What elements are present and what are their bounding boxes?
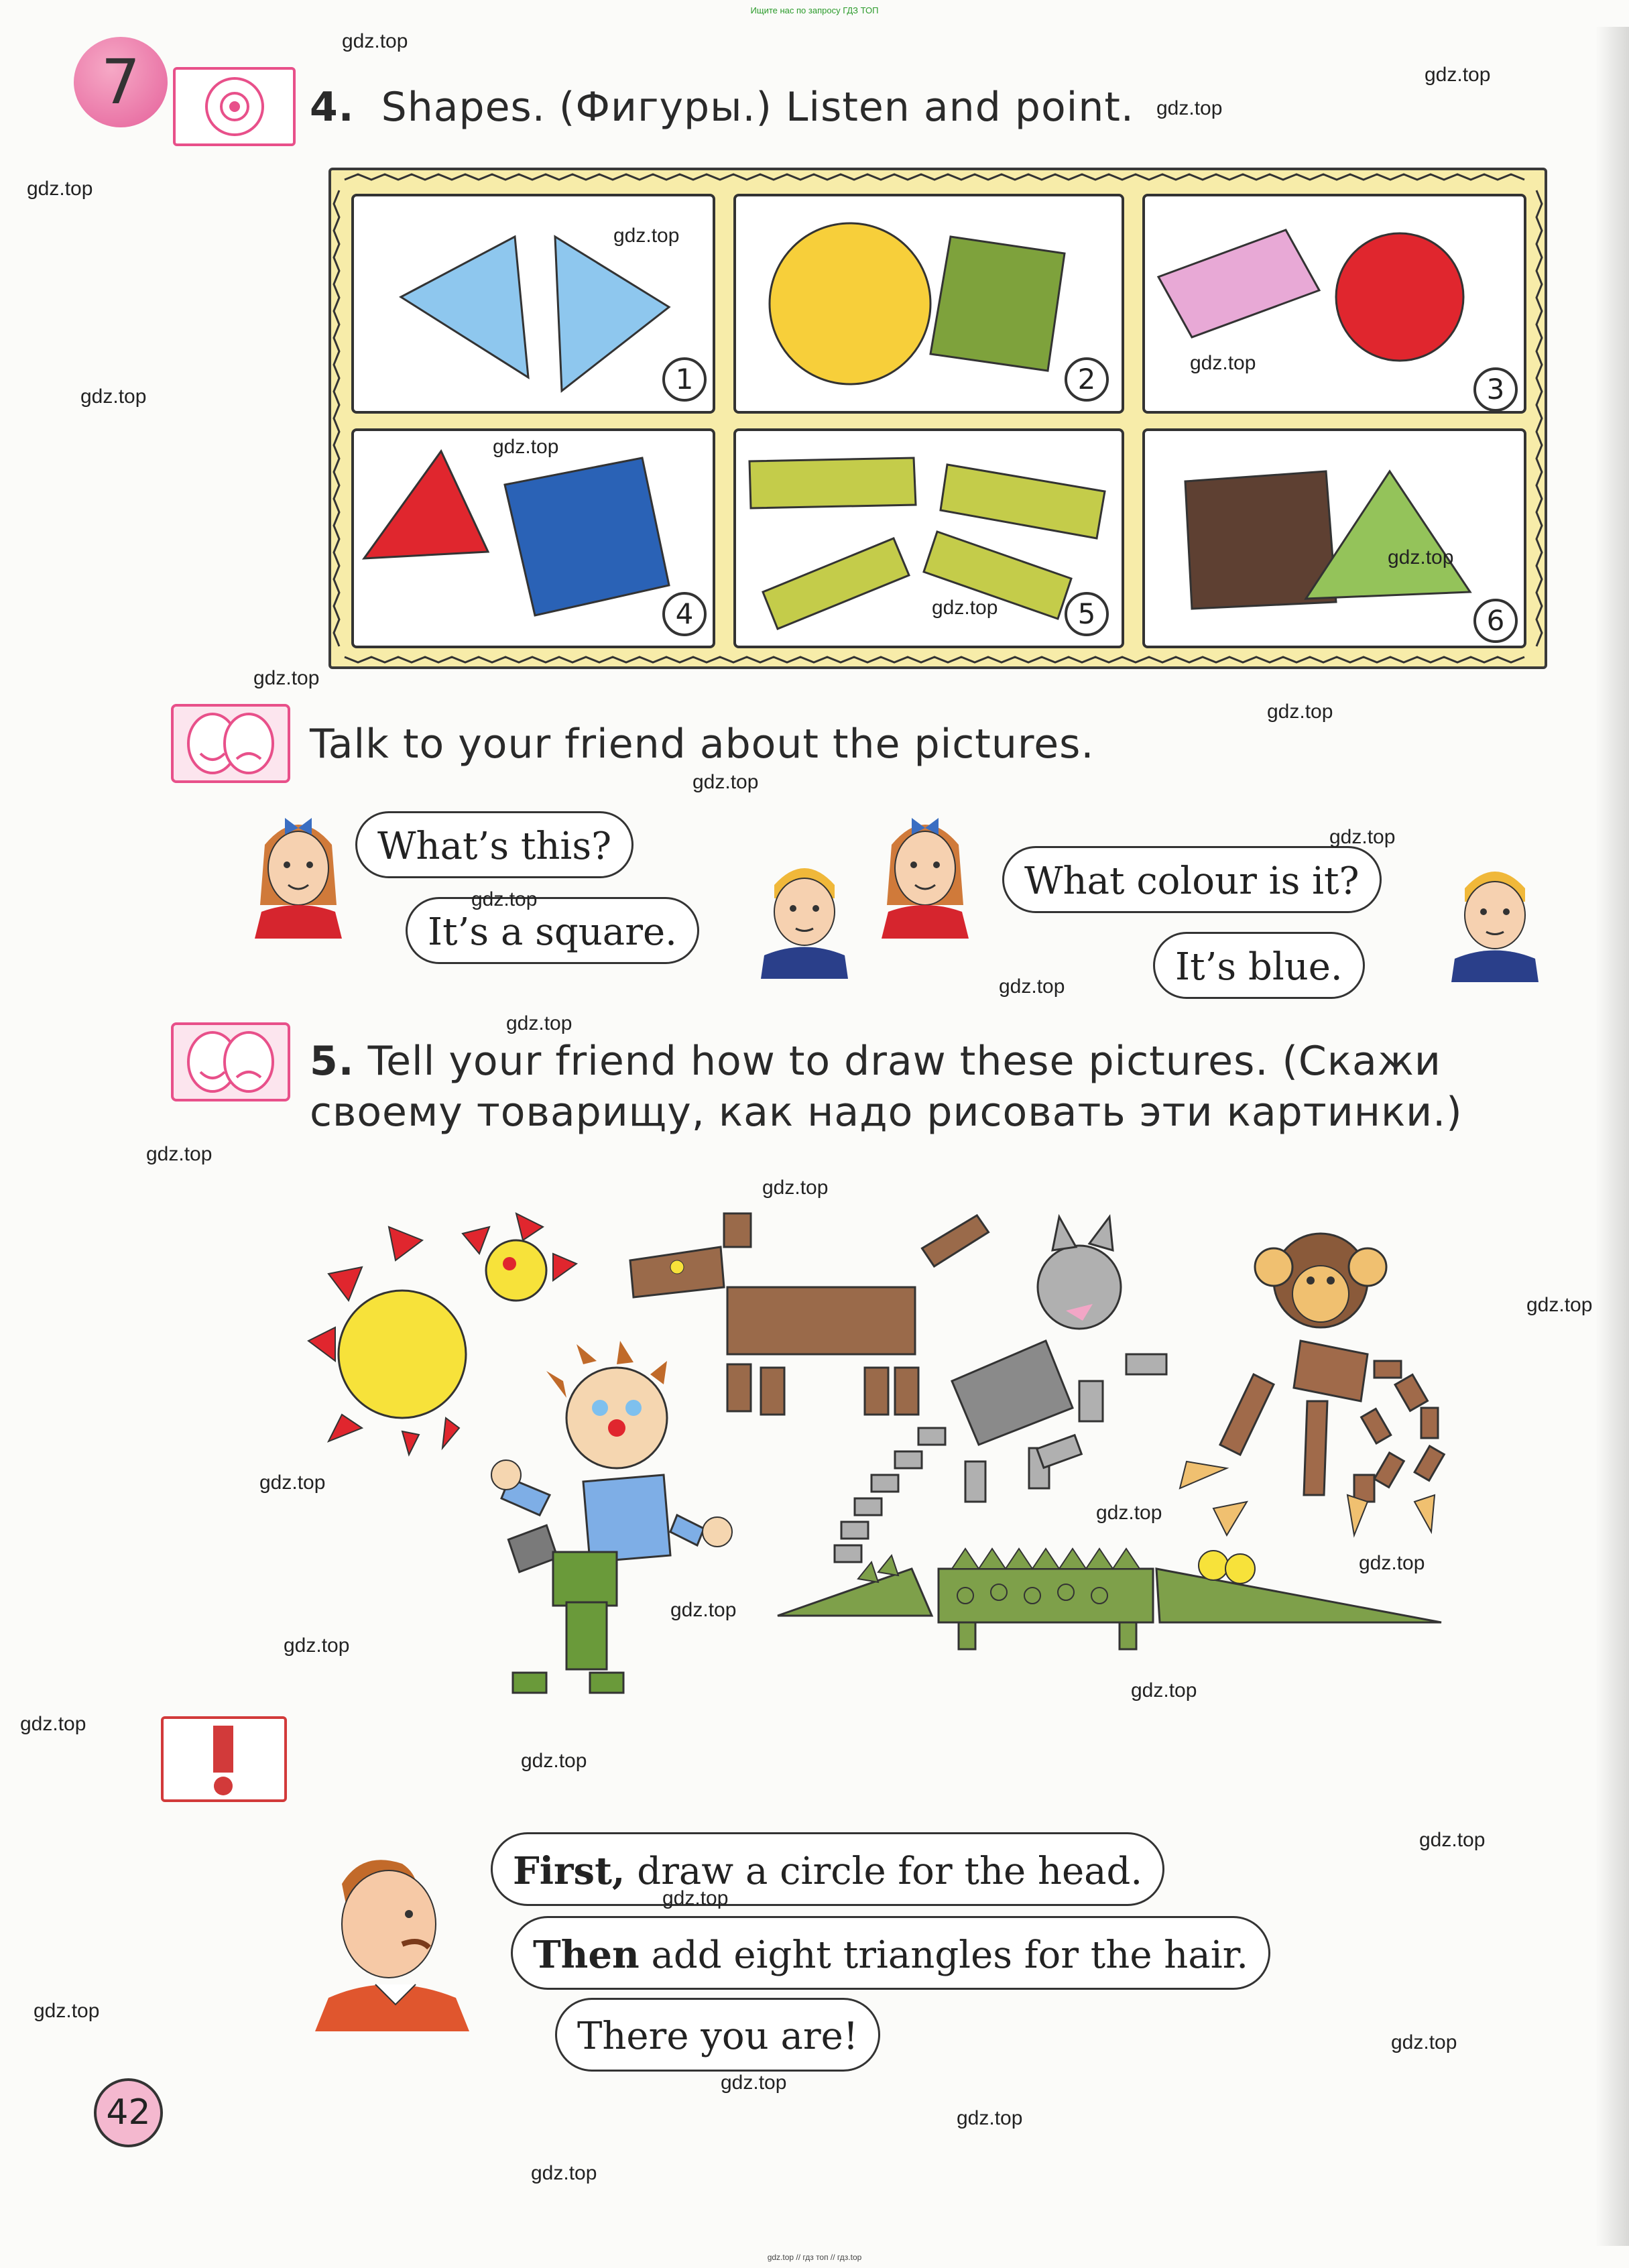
exclamation-icon (161, 1716, 287, 1802)
girl-character (875, 804, 975, 942)
masks-icon (171, 704, 290, 783)
watermark: gdz.top (1391, 2031, 1457, 2053)
panel-number: 4 (662, 592, 707, 636)
watermark: gdz.top (259, 1472, 326, 1494)
rectangle-and-circle (1145, 196, 1524, 411)
boy-character (754, 845, 855, 982)
watermark: gdz.top (613, 225, 680, 247)
panel-number: 1 (662, 357, 707, 402)
masks-icon (171, 1022, 290, 1101)
watermark: gdz.top (1156, 97, 1223, 119)
watermark: gdz.top (932, 597, 998, 619)
exercise-5-line1: Tell your friend how to draw these pictures. (Скажи (367, 1038, 1441, 1085)
exercise-5-heading (310, 1036, 1463, 1138)
square-and-triangle (1145, 431, 1524, 646)
sun-picture (308, 1213, 577, 1455)
exercise-4-number: 4. (310, 84, 355, 131)
watermark: gdz.top (27, 178, 93, 200)
speech-bubble-first (491, 1832, 1164, 1906)
teacher-character (302, 1844, 476, 2035)
shape-pictures-illustration (288, 1180, 1535, 1703)
shape-panel-6[interactable] (1142, 428, 1526, 648)
exercise-4-heading (310, 84, 1134, 131)
speech-bubble-what-colour: What colour is it? (1002, 846, 1382, 913)
watermark: gdz.top (253, 667, 320, 689)
speech-first-text: draw a circle for the head. (637, 1850, 1143, 1893)
triangle-and-blue-square (354, 431, 713, 646)
watermark: gdz.top (999, 975, 1065, 998)
watermark: gdz.top (34, 2000, 100, 2022)
watermark: gdz.top (531, 2162, 597, 2184)
watermark: gdz.top (506, 1012, 572, 1034)
shape-panel-3[interactable] (1142, 194, 1526, 414)
speech-bubble-then (511, 1916, 1270, 1990)
speech-then-bold: Then (533, 1933, 640, 1977)
speech-bubble-its-blue: It’s blue. (1153, 932, 1365, 999)
exercise-4-text: Shapes. (Фигуры.) Listen and point. (381, 84, 1134, 131)
bottom-notice: gdz.top // гдз топ // гдз.top (767, 2253, 862, 2262)
watermark: gdz.top (1329, 826, 1396, 848)
exercise-5-number: 5. (310, 1038, 355, 1085)
watermark: gdz.top (1526, 1294, 1593, 1316)
panel-number: 6 (1473, 599, 1518, 643)
panel-number: 2 (1065, 357, 1109, 402)
watermark: gdz.top (1096, 1502, 1162, 1524)
girl-character (248, 804, 349, 942)
top-notice: Ищите нас по запросу ГДЗ ТОП (750, 5, 879, 15)
speech-first-bold: First, (513, 1849, 625, 1893)
lesson-number: 7 (101, 46, 141, 118)
talk-instruction: Talk to your friend about the pictures. (310, 721, 1095, 768)
watermark: gdz.top (1131, 1679, 1197, 1702)
watermark: gdz.top (521, 1750, 587, 1772)
watermark: gdz.top (493, 436, 559, 458)
watermark: gdz.top (80, 385, 147, 408)
shape-panel-2[interactable] (733, 194, 1124, 414)
clown-picture (491, 1341, 732, 1693)
elephant-picture (630, 1213, 992, 1415)
panel-number: 5 (1065, 592, 1109, 636)
audio-cd-icon (173, 67, 296, 146)
shapes-frame (328, 168, 1547, 669)
watermark: gdz.top (1267, 701, 1333, 723)
speech-then-text: add eight triangles for the hair. (651, 1933, 1249, 1977)
watermark: gdz.top (146, 1143, 213, 1165)
watermark: gdz.top (1388, 546, 1454, 569)
monkey-picture (1180, 1234, 1444, 1535)
crocodile-picture (778, 1549, 1441, 1649)
circle-and-square (736, 196, 1122, 411)
watermark: gdz.top (284, 1634, 350, 1657)
watermark: gdz.top (20, 1713, 86, 1735)
four-green-rectangles (736, 431, 1122, 646)
watermark: gdz.top (721, 2072, 787, 2094)
watermark: gdz.top (762, 1177, 829, 1199)
watermark: gdz.top (1419, 1829, 1486, 1851)
watermark: gdz.top (471, 888, 538, 910)
panel-number: 3 (1473, 367, 1518, 412)
watermark: gdz.top (1190, 352, 1256, 374)
shape-panel-5[interactable] (733, 428, 1124, 648)
watermark: gdz.top (957, 2107, 1023, 2129)
watermark: gdz.top (662, 1887, 729, 1909)
exercise-5-line2: своему товарищу, как надо рисовать эти картинки.) (310, 1089, 1463, 1136)
watermark: gdz.top (342, 30, 408, 52)
speech-bubble-there-you-are: There you are! (555, 1998, 880, 2072)
boy-character (1445, 848, 1545, 986)
page-number: 42 (94, 2078, 163, 2147)
watermark: gdz.top (1359, 1552, 1425, 1574)
speech-bubble-its-a-square: It’s a square. (406, 897, 699, 964)
watermark: gdz.top (1425, 64, 1491, 86)
watermark: gdz.top (692, 771, 759, 793)
watermark: gdz.top (670, 1599, 737, 1621)
page-edge-shadow (1595, 27, 1629, 2246)
shape-panel-4[interactable] (351, 428, 715, 648)
lesson-badge (74, 37, 168, 127)
speech-bubble-whats-this: What’s this? (355, 811, 634, 878)
